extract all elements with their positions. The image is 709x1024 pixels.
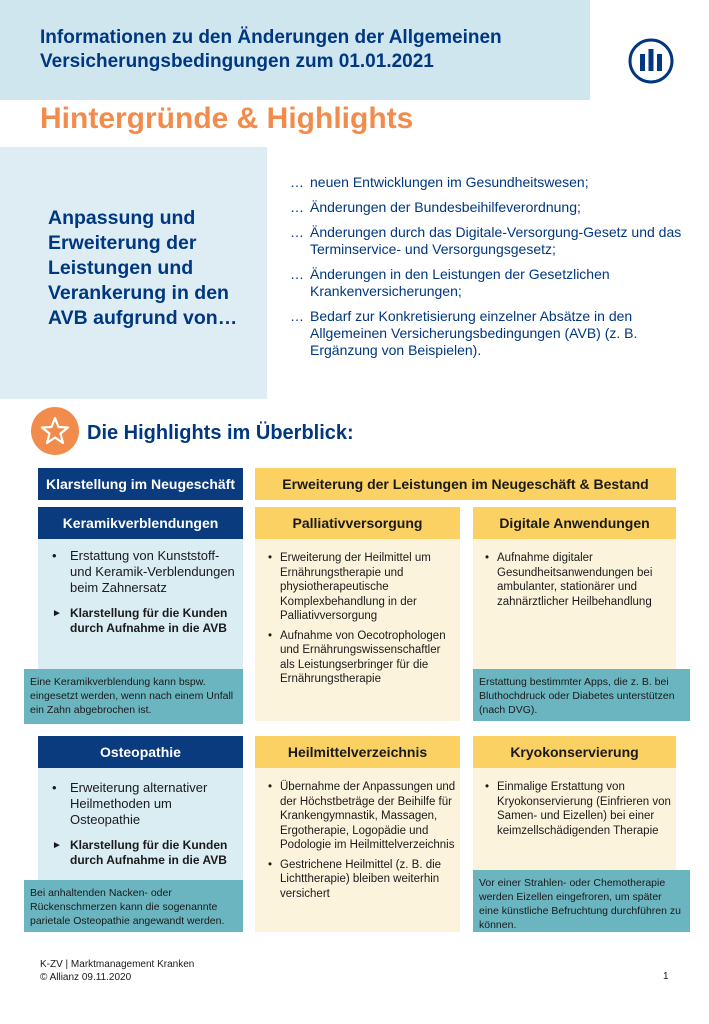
intro-text: Anpassung und Erweiterung der Leistungen und Verankerung in den AVB aufgrund von… (48, 207, 238, 329)
keramik-content (38, 548, 238, 636)
heilmittel-list (268, 780, 456, 906)
osteo-content (38, 780, 238, 868)
title-line-2: Versicherungsbedingungen zum 01.01.2021 (40, 51, 434, 72)
allianz-logo-icon (628, 38, 674, 84)
keramik-clarification: ► Klarstellung für die Kunden durch Aufnahme in die AVB (38, 606, 238, 636)
list-item: • Erweiterung alternativer Heilmethoden um Osteopathie (38, 780, 238, 828)
list-item: • Erweiterung der Heilmittel um Ernährungstherapie und physiotherapeutische Komplexbehandlung in der Palliativversorgung (268, 551, 456, 624)
highlights-title: Die Highlights im Überblick: (87, 422, 354, 444)
palliativ-header: Palliativversorgung (255, 507, 460, 539)
palliativ-list (268, 551, 456, 692)
star-icon (31, 407, 79, 455)
kryo-note: Vor einer Strahlen- oder Chemotherapie werden Eizellen eingefroren, um später eine künstliche Befruchtung durchführen zu können. (473, 870, 690, 932)
list-item: • Aufnahme von Oecotrophologen und Ernährungswissenschaftler als Leistungserbringer für die Ernährungstherapie (268, 629, 456, 687)
star-badge (31, 407, 79, 455)
left-column-header: Klarstellung im Neugeschäft (38, 468, 243, 500)
list-item: … Änderungen in den Leistungen der Gesetzlichen Krankenversicherungen; (290, 266, 690, 300)
list-item: • Übernahme der Anpassungen und der Höchstbeträge der Beihilfe für Krankengymnastik, Massagen, Ergotherapie, Logopädie und Podologie im Heilmittelverzeichnis (268, 780, 456, 853)
reasons-list (290, 174, 690, 367)
kryo-list (485, 780, 673, 843)
page-number: 1 (663, 971, 669, 982)
list-item: • Gestrichene Heilmittel (z. B. die Lichttherapie) bleiben weiterhin versichert (268, 858, 456, 902)
digital-note: Erstattung bestimmter Apps, die z. B. bei Bluthochdruck oder Diabetes unterstützen (nach DVG). (473, 669, 690, 721)
osteo-clarification: ► Klarstellung für die Kunden durch Aufnahme in die AVB (38, 838, 238, 868)
right-column-header: Erweiterung der Leistungen im Neugeschäft & Bestand (255, 468, 676, 500)
footer (40, 958, 194, 984)
keramik-header: Keramikverblendungen (38, 507, 243, 539)
list-item: … Änderungen der Bundesbeihilfeverordnung; (290, 199, 690, 216)
osteo-header: Osteopathie (38, 736, 243, 768)
list-item: … Änderungen durch das Digitale-Versorgung-Gesetz und das Terminservice- und Versorgungsgesetz; (290, 224, 690, 258)
list-item: … neuen Entwicklungen im Gesundheitswesen; (290, 174, 690, 191)
document-title (40, 26, 580, 74)
keramik-note: Eine Keramikverblendung kann bspw. eingesetzt werden, wenn nach einem Unfall ein Zahn abgebrochen ist. (24, 669, 243, 724)
list-item: • Einmalige Erstattung von Kryokonservierung (Einfrieren von Samen- und Eizellen) bei einer keimzellschädigenden Therapie (485, 780, 673, 838)
footer-line-2: © Allianz 09.11.2020 (40, 972, 132, 983)
digital-header: Digitale Anwendungen (473, 507, 676, 539)
heilmittel-header: Heilmittelverzeichnis (255, 736, 460, 768)
section-title: Hintergründe & Highlights (40, 102, 414, 135)
list-item: • Aufnahme digitaler Gesundheitsanwendungen bei ambulanter, stationärer und zahnärztlicher Heilbehandlung (485, 551, 673, 609)
footer-line-1: K-ZV | Marktmanagement Kranken (40, 959, 195, 970)
title-line-1: Informationen zu den Änderungen der Allgemeinen (40, 27, 502, 48)
digital-list (485, 551, 673, 614)
kryo-header: Kryokonservierung (473, 736, 676, 768)
list-item: • Erstattung von Kunststoff- und Keramik-Verblendungen beim Zahnersatz (38, 548, 238, 596)
osteo-note: Bei anhaltenden Nacken- oder Rückenschmerzen kann die sogenannte parietale Osteopathie angewandt werden. (24, 880, 243, 932)
list-item: … Bedarf zur Konkretisierung einzelner Absätze in den Allgemeinen Versicherungsbedingungen (AVB) (z. B. Ergänzung von Beispielen). (290, 308, 690, 359)
